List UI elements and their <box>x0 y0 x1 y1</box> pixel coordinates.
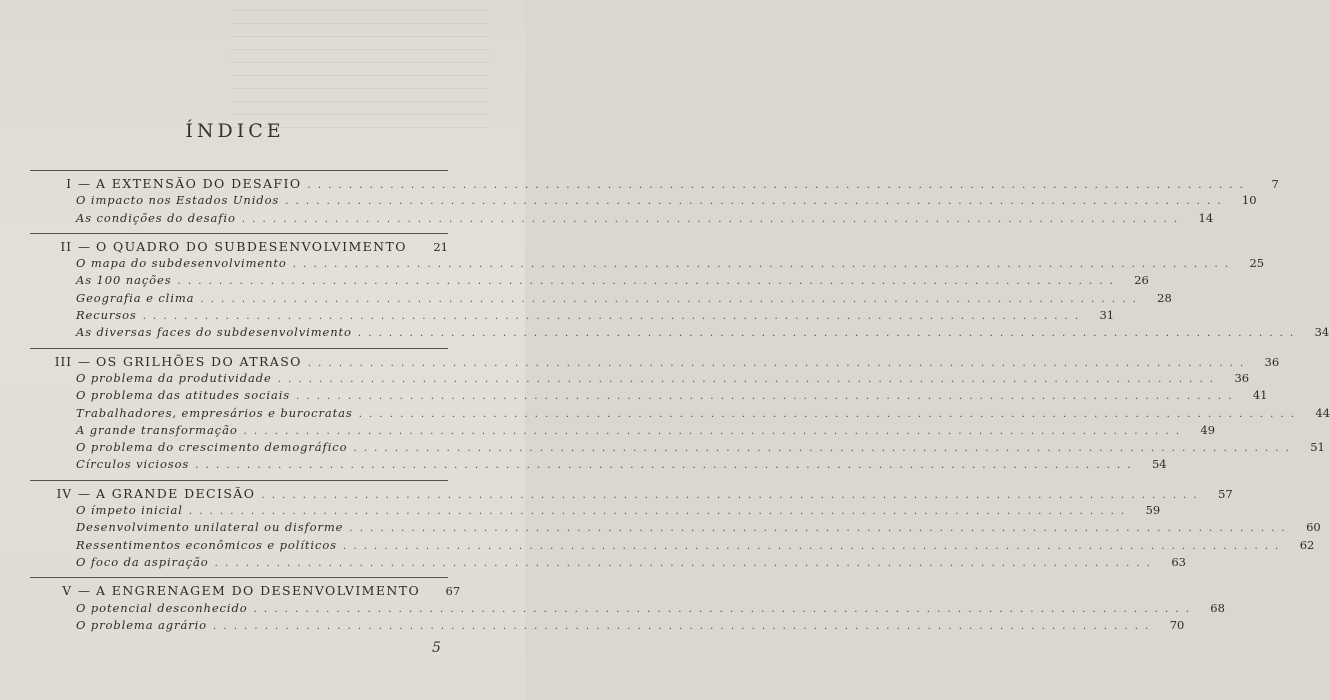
entry-title: Trabalhadores, empresários e burocratas <box>76 405 353 420</box>
entry-page: 70 <box>1169 617 1185 632</box>
entry-page: 14 <box>1198 210 1214 225</box>
chapter-section <box>30 578 1225 640</box>
chapter-dash: — <box>78 584 90 599</box>
chapter-title: OS GRILHÕES DO ATRASO <box>96 353 302 369</box>
chapter-section <box>30 481 1321 577</box>
page-number: 5 <box>432 640 441 656</box>
toc-entry[interactable] <box>30 600 1225 617</box>
entry-title: O ímpeto inicial <box>76 503 183 518</box>
chapter-title: A EXTENSÃO DO DESAFIO <box>96 176 302 191</box>
chapter-row[interactable] <box>30 238 448 255</box>
chapter-page: 36 <box>1264 354 1280 369</box>
leader-dots <box>195 457 1132 474</box>
leader-dots <box>242 211 1179 228</box>
leader-dots <box>359 406 1296 423</box>
entry-title: A grande transformação <box>76 422 238 437</box>
chapter-number: IV <box>56 486 72 501</box>
leader-dots <box>293 256 1230 273</box>
chapter-section <box>30 234 1330 348</box>
entry-title: Desenvolvimento unilateral ou disforme <box>76 520 344 535</box>
entry-page: 28 <box>1157 290 1172 305</box>
entry-title: O problema do crescimento demográfico <box>76 440 348 455</box>
chapter-number: III <box>54 354 72 369</box>
entry-page: 51 <box>1310 440 1325 455</box>
leader-dots <box>254 601 1191 618</box>
entry-title: O problema das atitudes sociais <box>76 388 291 403</box>
entry-page: 68 <box>1210 600 1225 615</box>
entry-page: 34 <box>1314 325 1330 340</box>
chapter-dash: — <box>78 354 90 369</box>
entry-page: 36 <box>1234 370 1250 385</box>
leader-dots <box>349 520 1286 537</box>
show-through-text <box>230 10 490 130</box>
toc-entry[interactable] <box>30 192 1257 209</box>
toc-entry[interactable] <box>30 324 1330 341</box>
leader-dots <box>308 355 1245 372</box>
entry-title: Recursos <box>76 308 137 323</box>
leader-dots <box>285 193 1222 210</box>
entry-page: 44 <box>1315 405 1330 420</box>
leader-dots <box>343 538 1280 555</box>
chapter-number: V <box>62 584 72 599</box>
chapter-page: 21 <box>433 239 448 254</box>
toc-entry[interactable] <box>30 307 1115 324</box>
chapter-row[interactable] <box>30 175 1279 192</box>
entry-page: 26 <box>1134 273 1149 288</box>
toc-entry[interactable] <box>30 210 1214 227</box>
entry-title: Geografia e clima <box>76 290 195 305</box>
entry-page: 63 <box>1171 554 1186 569</box>
toc-entry[interactable] <box>30 387 1268 404</box>
toc-entry[interactable] <box>30 554 1186 571</box>
toc-entry[interactable] <box>30 255 1265 272</box>
entry-page: 54 <box>1151 457 1167 472</box>
table-of-contents <box>30 170 1330 640</box>
entry-title: O mapa do subdesenvolvimento <box>76 256 287 271</box>
entry-title: Círculos viciosos <box>76 457 190 472</box>
leader-dots <box>178 273 1115 290</box>
entry-page: 59 <box>1145 503 1161 518</box>
chapter-row[interactable] <box>30 353 1280 370</box>
entry-title: O problema da produtividade <box>76 370 272 385</box>
entry-page: 60 <box>1306 520 1321 535</box>
leader-dots <box>215 555 1152 572</box>
chapter-title: A GRANDE DECISÃO <box>96 485 256 501</box>
entry-page: 10 <box>1241 193 1257 208</box>
entry-page: 25 <box>1249 256 1265 271</box>
toc-entry[interactable] <box>30 617 1185 634</box>
entry-title: Ressentimentos econômicos e políticos <box>76 537 337 552</box>
entry-title: As condições do desafio <box>76 210 236 225</box>
chapter-number: II <box>60 239 72 254</box>
chapter-section <box>30 349 1330 480</box>
leader-dots <box>143 308 1080 325</box>
chapter-page: 67 <box>445 584 461 599</box>
chapter-row[interactable] <box>30 485 1233 502</box>
toc-entry[interactable] <box>30 456 1167 473</box>
chapter-dash: — <box>78 177 90 191</box>
leader-dots <box>358 325 1295 342</box>
toc-entry[interactable] <box>30 422 1216 439</box>
page-title: ÍNDICE <box>185 120 285 142</box>
toc-entry[interactable] <box>30 537 1315 554</box>
chapter-title: A ENGRENAGEM DO DESENVOLVIMENTO <box>96 583 421 599</box>
toc-entry[interactable] <box>30 405 1330 422</box>
chapter-number: I <box>66 177 72 191</box>
leader-dots <box>261 487 1198 504</box>
chapter-dash: — <box>78 239 90 254</box>
toc-entry[interactable] <box>30 272 1149 289</box>
chapter-page: 57 <box>1218 486 1233 501</box>
chapter-page: 7 <box>1271 177 1279 191</box>
toc-entry[interactable] <box>30 370 1250 387</box>
entry-title: O problema agrário <box>76 617 207 632</box>
leader-dots <box>200 291 1137 308</box>
entry-title: O foco da aspiração <box>76 554 209 569</box>
chapter-section <box>30 171 1279 233</box>
entry-page: 41 <box>1252 388 1268 403</box>
entry-page: 31 <box>1099 308 1115 323</box>
leader-dots <box>296 388 1233 405</box>
leader-dots <box>307 177 1244 194</box>
entry-title: O potencial desconhecido <box>76 600 248 615</box>
chapter-row[interactable] <box>30 582 461 599</box>
chapter-title: O QUADRO DO SUBDESENVOLVIMENTO <box>96 238 407 254</box>
entry-title: As diversas faces do subdesenvolvimento <box>76 325 352 340</box>
toc-entry[interactable] <box>30 502 1161 519</box>
toc-entry[interactable] <box>30 439 1325 456</box>
entry-title: O impacto nos Estados Unidos <box>76 193 280 208</box>
toc-entry[interactable] <box>30 519 1321 536</box>
toc-entry[interactable] <box>30 290 1172 307</box>
leader-dots <box>244 423 1181 440</box>
entry-page: 49 <box>1200 422 1216 437</box>
leader-dots <box>189 503 1126 520</box>
leader-dots <box>213 618 1150 635</box>
leader-dots <box>278 371 1215 388</box>
leader-dots <box>413 240 414 257</box>
leader-dots <box>353 440 1290 457</box>
chapter-dash: — <box>78 486 90 501</box>
entry-page: 62 <box>1299 537 1315 552</box>
entry-title: As 100 nações <box>76 273 172 288</box>
